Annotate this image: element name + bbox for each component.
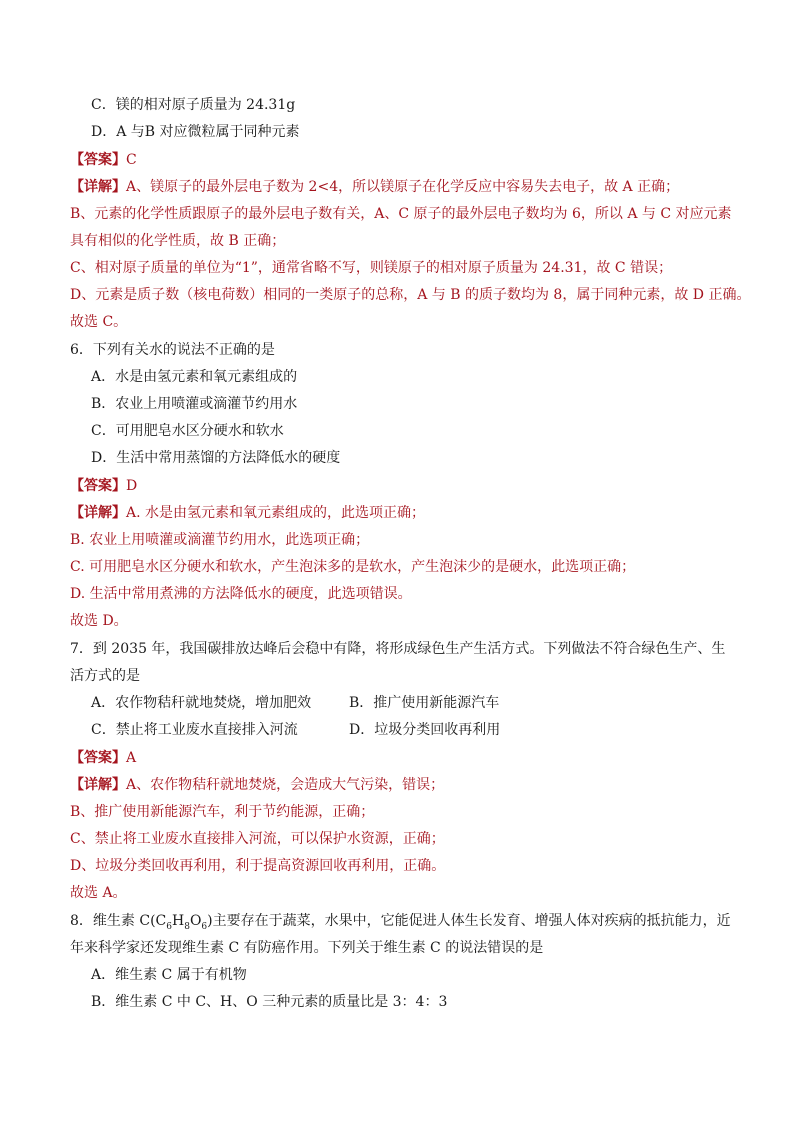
answer-label: 【答案】 (70, 478, 126, 494)
q5-explain-2a: B、元素的化学性质跟原子的最外层电子数有关，A、C 原子的最外层电子数均为 6，所以 A 与 C 对应元素 (70, 206, 732, 222)
q6-explain-2: B. 农业上用喷灌或滴灌节约用水，此选项正确； (70, 532, 370, 548)
q7-answer (70, 748, 136, 768)
q7-explain-4: D、垃圾分类回收再利用，利于提高资源回收再利用，正确。 (70, 858, 446, 874)
explain-label: 【详解】 (70, 505, 126, 521)
q6-answer (70, 476, 137, 496)
answer-value: C (126, 152, 137, 168)
q6-explain-1: 【详解】A. 水是由氢元素和氧元素组成的，此选项正确； (70, 505, 426, 521)
q5-explain-4: D、元素是质子数（核电荷数）相同的一类原子的总称，A 与 B 的质子数均为 8，属于同种元素，故 D 正确。 (70, 287, 751, 303)
q7-option-c: C．禁止将工业废水直接排入河流 (91, 722, 298, 738)
answer-value: D (126, 478, 138, 494)
q6-conclusion: 故选 D。 (70, 613, 128, 629)
q5-option-d: D．A 与B 对应微粒属于同种元素 (91, 124, 300, 140)
q5-explain-3: C、相对原子质量的单位为“1”，通常省略不写，则镁原子的相对原子质量为 24.31，故 C 错误； (70, 260, 673, 276)
q8-option-b: B．维生素 C 中 C、H、O 三种元素的质量比是 3：4：3 (91, 994, 448, 1010)
explain-label: 【详解】 (70, 777, 126, 793)
q5-conclusion: 故选 C。 (70, 314, 128, 330)
answer-label: 【答案】 (70, 750, 126, 766)
explain-label: 【详解】 (70, 179, 126, 195)
q6-option-d: D．生活中常用蒸馏的方法降低水的硬度 (91, 450, 341, 466)
q7-option-a: A．农作物秸秆就地焚烧，增加肥效 (91, 695, 312, 711)
q7-explain-2: B、推广使用新能源汽车，利于节约能源，正确； (70, 804, 375, 820)
q7-explain-3: C、禁止将工业废水直接排入河流，可以保护水资源，正确； (70, 831, 445, 847)
q8-option-a: A．维生素 C 属于有机物 (91, 967, 247, 983)
q6-option-b: B．农业上用喷灌或滴灌节约用水 (91, 396, 298, 412)
q7-explain-1: 【详解】A、农作物秸秆就地焚烧，会造成大气污染，错误； (70, 777, 445, 793)
q6-option-a: A．水是由氢元素和氧元素组成的 (91, 369, 298, 385)
q5-option-c: C．镁的相对原子质量为 24.31g (91, 97, 296, 113)
q8-stem-2: 年来科学家还发现维生素 C 有防癌作用。下列关于维生素 C 的说法错误的是 (70, 940, 544, 956)
q6-option-c: C．可用肥皂水区分硬水和软水 (91, 423, 284, 439)
q7-stem-1: 7．到 2035 年，我国碳排放达峰后会稳中有降，将形成绿色生产生活方式。下列做法不符合绿色生产、生 (70, 641, 726, 657)
q7-option-d: D．垃圾分类回收再利用 (349, 722, 501, 738)
q6-explain-4: D. 生活中常用煮沸的方法降低水的硬度，此选项错误。 (70, 586, 412, 602)
q8-stem-1: 8．维生素 $C(C_6H_8O_6)$主要存在于蔬菜，水果中，它能促进人体生长发育、增强人体对疾病的抵抗能力，近 (70, 913, 731, 932)
q7-stem-2: 活方式的是 (70, 668, 140, 684)
answer-label: 【答案】 (70, 152, 126, 168)
q5-explain-1: 【详解】A、镁原子的最外层电子数为 2<4，所以镁原子在化学反应中容易失去电子，故 A 正确； (70, 179, 680, 195)
q7-conclusion: 故选 A。 (70, 885, 127, 901)
q5-answer (70, 150, 137, 170)
answer-value: A (126, 750, 137, 766)
q6-explain-3: C. 可用肥皂水区分硬水和软水，产生泡沫多的是软水，产生泡沫少的是硬水，此选项正确； (70, 559, 636, 575)
q5-explain-2b: 具有相似的化学性质，故 B 正确； (70, 233, 286, 249)
q6-stem: 6．下列有关水的说法不正确的是 (70, 342, 275, 358)
q7-option-b: B．推广使用新能源汽车 (349, 695, 500, 711)
